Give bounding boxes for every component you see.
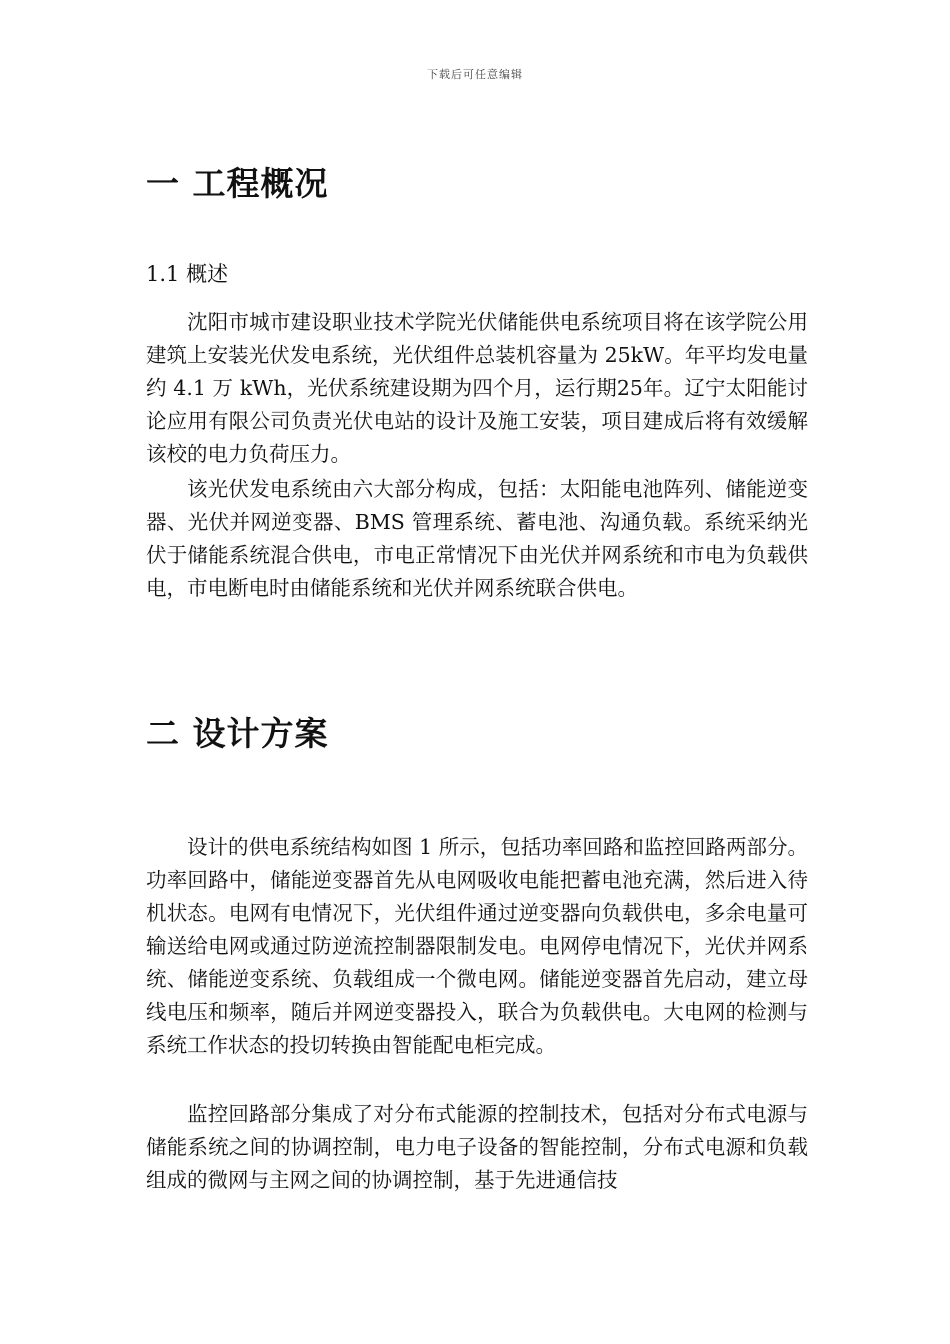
- section-1-paragraph-2: 该光伏发电系统由六大部分构成，包括：太阳能电池阵列、储能逆变器、光伏并网逆变器、BMS 管理系统、蓄电池、沟通负载。系统采纳光伏于储能系统混合供电，市电正常情况下由光伏并网系统和市电为负载供电，市电断电时由储能系统和光伏并网系统联合供电。: [146, 477, 808, 600]
- page-header: 下载后可任意编辑: [427, 68, 523, 81]
- section-1-paragraph-1: 沈阳市城市建设职业技术学院光伏储能供电系统项目将在该学院公用建筑上安装光伏发电系统，光伏组件总装机容量为 25kW。年平均发电量约 4.1 万 kWh，光伏系统建设期为四个月，运行期25年。辽宁太阳能讨论应用有限公司负责光伏电站的设计及施工安装，项目建成后将有效缓解该校的电力负荷压力。: [146, 310, 808, 466]
- section-1-title: 一 工程概况: [146, 164, 329, 203]
- section-2-title: 二 设计方案: [146, 714, 329, 753]
- section-2-paragraph-1: 设计的供电系统结构如图 1 所示，包括功率回路和监控回路两部分。功率回路中，储能逆变器首先从电网吸收电能把蓄电池充满，然后进入待机状态。电网有电情况下，光伏组件通过逆变器向负载供电，多余电量可输送给电网或通过防逆流控制器限制发电。电网停电情况下，光伏并网系统、储能逆变系统、负载组成一个微电网。储能逆变器首先启动，建立母线电压和频率，随后并网逆变器投入，联合为负载供电。大电网的检测与系统工作状态的投切转换由智能配电柜完成。: [146, 835, 808, 1057]
- subsection-1-1-title: 1.1 概述: [146, 262, 229, 286]
- section-2-paragraph-2: 监控回路部分集成了对分布式能源的控制技术，包括对分布式电源与储能系统之间的协调控制，电力电子设备的智能控制，分布式电源和负载组成的微网与主网之间的协调控制，基于先进通信技: [146, 1102, 808, 1192]
